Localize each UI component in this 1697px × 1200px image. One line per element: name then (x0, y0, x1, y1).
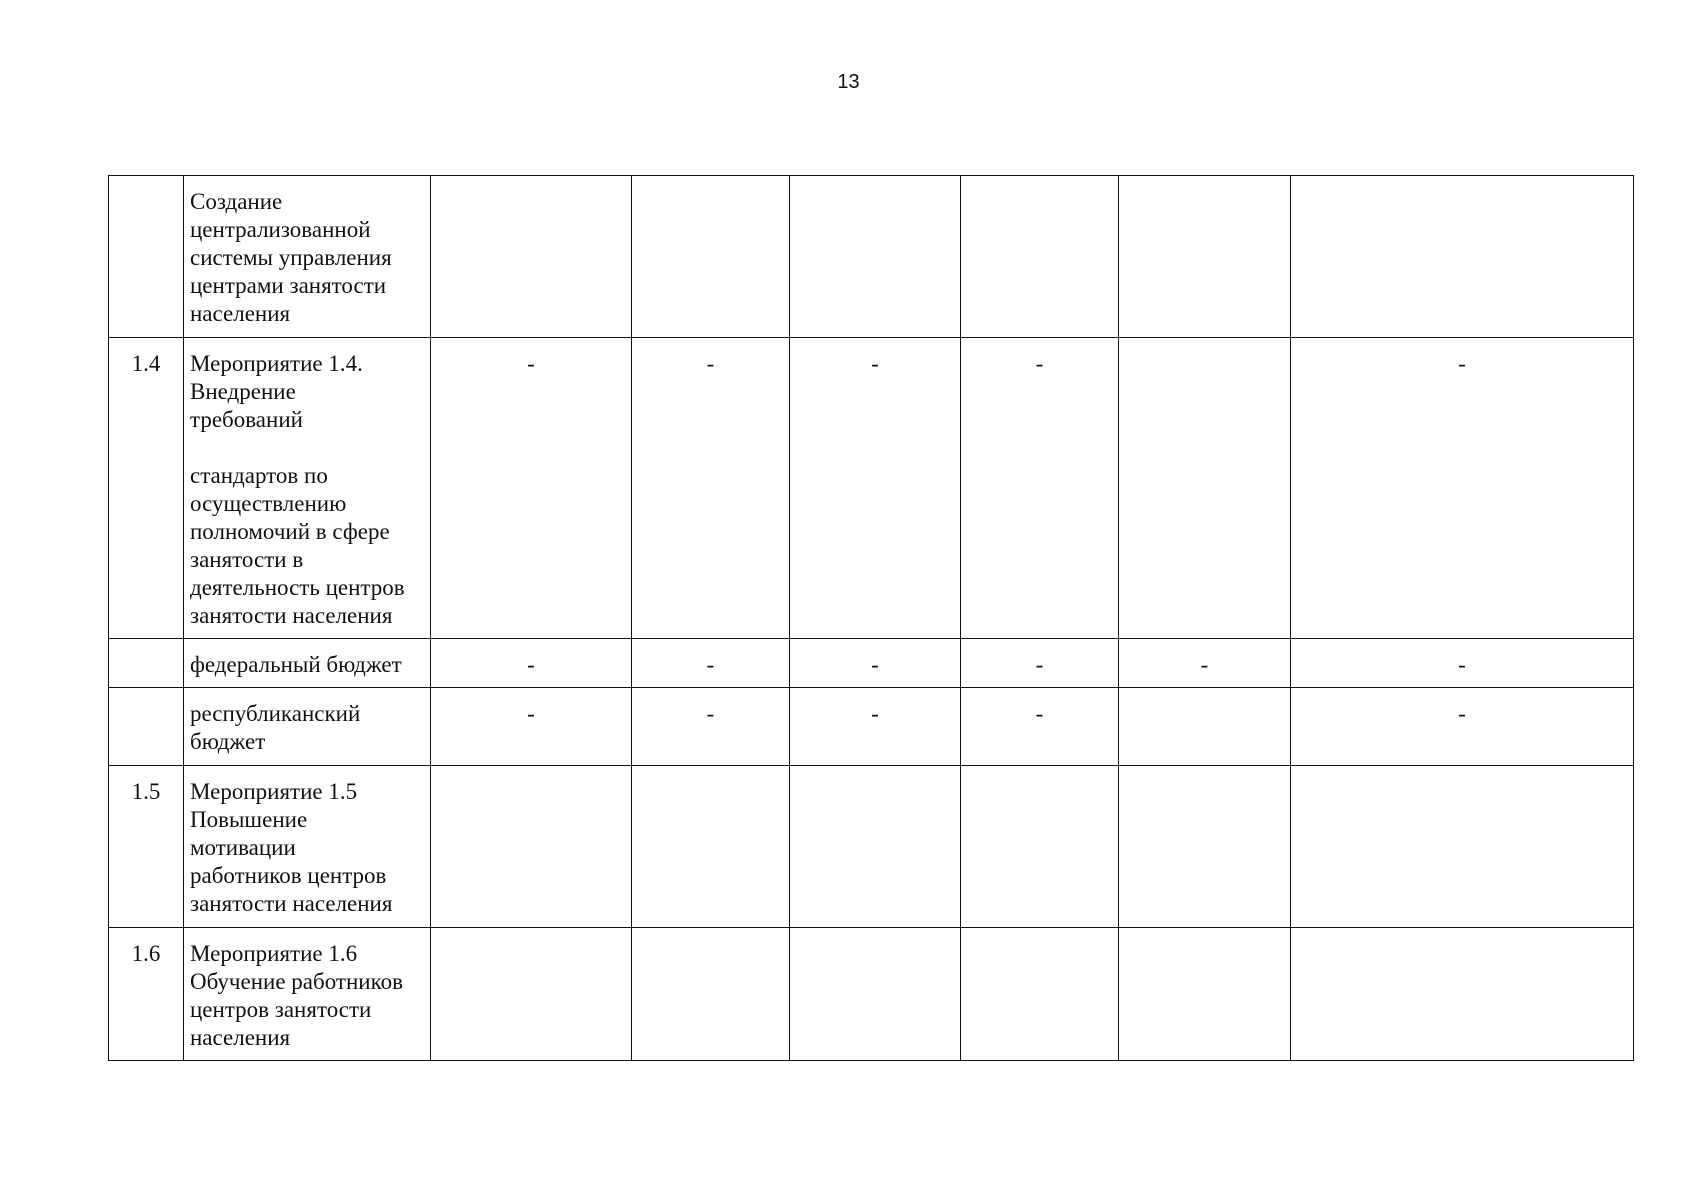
table-row (109, 688, 1634, 766)
measure-name-line: Мероприятие 1.4. (190, 351, 363, 376)
value-cell (1119, 766, 1291, 928)
program-measures-table (108, 175, 1634, 1061)
paragraph-gap (190, 434, 424, 462)
value-cell (632, 766, 790, 928)
measure-name-line: занятости населения (190, 603, 393, 628)
table-row (109, 766, 1634, 928)
measure-name-line: централизованной (190, 217, 371, 242)
measure-name (184, 688, 431, 766)
table-row (109, 639, 1634, 688)
value-cell: - (790, 688, 961, 766)
measure-name-line: работников центров (190, 863, 387, 888)
value-cell: - (790, 639, 961, 688)
measure-name-line: мотивации (190, 835, 296, 860)
row-number: 1.6 (109, 928, 184, 1061)
value-cell: - (632, 639, 790, 688)
value-cell: - (1291, 338, 1634, 639)
table-body (109, 176, 1634, 1061)
value-cell (1291, 766, 1634, 928)
row-number (109, 639, 184, 688)
row-number: 1.5 (109, 766, 184, 928)
measure-name (184, 338, 431, 639)
measure-name-line: занятости в (190, 547, 304, 572)
measure-name-line: центрами занятости (190, 273, 387, 298)
measure-name (184, 928, 431, 1061)
value-cell: - (431, 688, 632, 766)
measure-name-line: системы управления (190, 245, 392, 270)
measure-name-line: стандартов по (190, 463, 328, 488)
value-cell: - (431, 639, 632, 688)
measure-name-line: осуществлению (190, 491, 347, 516)
value-cell (961, 176, 1119, 338)
measure-name-line: федеральный бюджет (190, 652, 402, 677)
value-cell: - (1119, 639, 1291, 688)
measure-name-line: требований (190, 407, 303, 432)
table-row (109, 176, 1634, 338)
measure-name-line: занятости населения (190, 891, 393, 916)
value-cell: - (790, 338, 961, 639)
measure-name-line: центров занятости (190, 997, 372, 1022)
measure-name-line: населения (190, 301, 291, 326)
measure-name-line: Внедрение (190, 379, 296, 404)
value-cell (790, 928, 961, 1061)
value-cell (632, 928, 790, 1061)
value-cell: - (1291, 688, 1634, 766)
row-number (109, 176, 184, 338)
value-cell (1119, 688, 1291, 766)
value-cell (632, 176, 790, 338)
measure-name (184, 639, 431, 688)
value-cell (790, 766, 961, 928)
value-cell (1291, 176, 1634, 338)
value-cell (431, 176, 632, 338)
table-row (109, 928, 1634, 1061)
measure-name (184, 766, 431, 928)
value-cell (1119, 928, 1291, 1061)
value-cell (790, 176, 961, 338)
measure-name (184, 176, 431, 338)
measure-name-line: Создание (190, 189, 283, 214)
value-cell: - (431, 338, 632, 639)
measure-name-line: Повышение (190, 807, 308, 832)
value-cell: - (632, 688, 790, 766)
measure-name-line: республиканский (190, 701, 361, 726)
row-number: 1.4 (109, 338, 184, 639)
measure-name-line: Обучение работников (190, 969, 403, 994)
value-cell: - (632, 338, 790, 639)
measure-name-line: деятельность центров (190, 575, 405, 600)
measure-name-line: Мероприятие 1.6 (190, 941, 358, 966)
measure-name-line: Мероприятие 1.5 (190, 779, 358, 804)
value-cell: - (961, 338, 1119, 639)
value-cell (961, 928, 1119, 1061)
value-cell (961, 766, 1119, 928)
page-number: 13 (837, 71, 860, 93)
value-cell: - (961, 639, 1119, 688)
value-cell: - (961, 688, 1119, 766)
row-number (109, 688, 184, 766)
value-cell (431, 766, 632, 928)
measure-name-line: полномочий в сфере (190, 519, 390, 544)
value-cell: - (1291, 639, 1634, 688)
measure-name-line: населения (190, 1025, 291, 1050)
value-cell (1119, 176, 1291, 338)
measure-name-line: бюджет (190, 729, 266, 754)
table-row (109, 338, 1634, 639)
value-cell (431, 928, 632, 1061)
value-cell (1291, 928, 1634, 1061)
value-cell (1119, 338, 1291, 639)
